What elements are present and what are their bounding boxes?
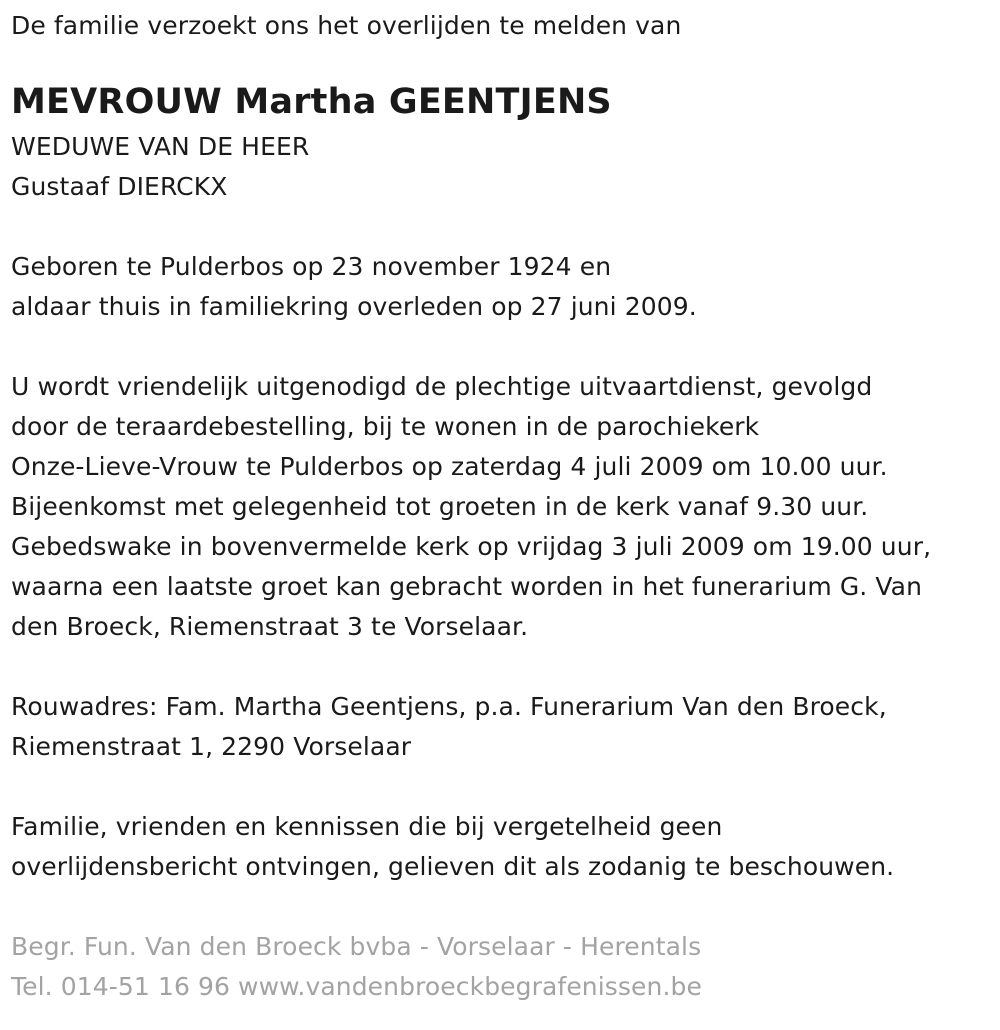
footer-line: Tel. 014-51 16 96 www.vandenbroeckbegrafenissen.be: [11, 972, 702, 1001]
paragraph-line: Riemenstraat 1, 2290 Vorselaar: [11, 732, 412, 761]
spacer: [11, 647, 996, 687]
intro-line: De familie verzoekt ons het overlijden te melden van: [11, 11, 682, 40]
spacer: [11, 767, 996, 807]
paragraph-line: Onze-Lieve-Vrouw te Pulderbos op zaterdag 4 juli 2009 om 10.00 uur.: [11, 452, 888, 481]
paragraph-line: U wordt vriendelijk uitgenodigd de plechtige uitvaartdienst, gevolgd: [11, 372, 873, 401]
service-paragraph: [11, 367, 996, 647]
paragraph-line: waarna een laatste groet kan gebracht worden in het funerarium G. Van: [11, 572, 923, 601]
funeral-home-footer: [11, 927, 996, 1007]
spouse-name: Gustaaf DIERCKX: [11, 172, 228, 201]
obituary-notice: [11, 6, 996, 1007]
spacer: [11, 327, 996, 367]
spacer: [11, 887, 996, 927]
footer-line: Begr. Fun. Van den Broeck bvba - Vorselaar - Herentals: [11, 932, 702, 961]
paragraph-line: Rouwadres: Fam. Martha Geentjens, p.a. Funerarium Van den Broeck,: [11, 692, 887, 721]
paragraph-line: door de teraardebestelling, bij te wonen in de parochiekerk: [11, 412, 760, 441]
paragraph-line: Bijeenkomst met gelegenheid tot groeten in de kerk vanaf 9.30 uur.: [11, 492, 869, 521]
paragraph-line: aldaar thuis in familiekring overleden op 27 juni 2009.: [11, 292, 697, 321]
paragraph-line: Familie, vrienden en kennissen die bij vergetelheid geen: [11, 812, 723, 841]
spacer: [11, 207, 996, 247]
paragraph-line: Geboren te Pulderbos op 23 november 1924 en: [11, 252, 612, 281]
paragraph-line: Gebedswake in bovenvermelde kerk op vrijdag 3 juli 2009 om 19.00 uur,: [11, 532, 932, 561]
deceased-name: MEVROUW Martha GEENTJENS: [11, 82, 612, 122]
notice-paragraph: [11, 807, 996, 887]
mourning-address-paragraph: [11, 687, 996, 767]
birth-death-paragraph: [11, 247, 996, 327]
paragraph-line: overlijdensbericht ontvingen, gelieven dit als zodanig te beschouwen.: [11, 852, 895, 881]
paragraph-line: den Broeck, Riemenstraat 3 te Vorselaar.: [11, 612, 529, 641]
relation-line: WEDUWE VAN DE HEER: [11, 132, 310, 161]
